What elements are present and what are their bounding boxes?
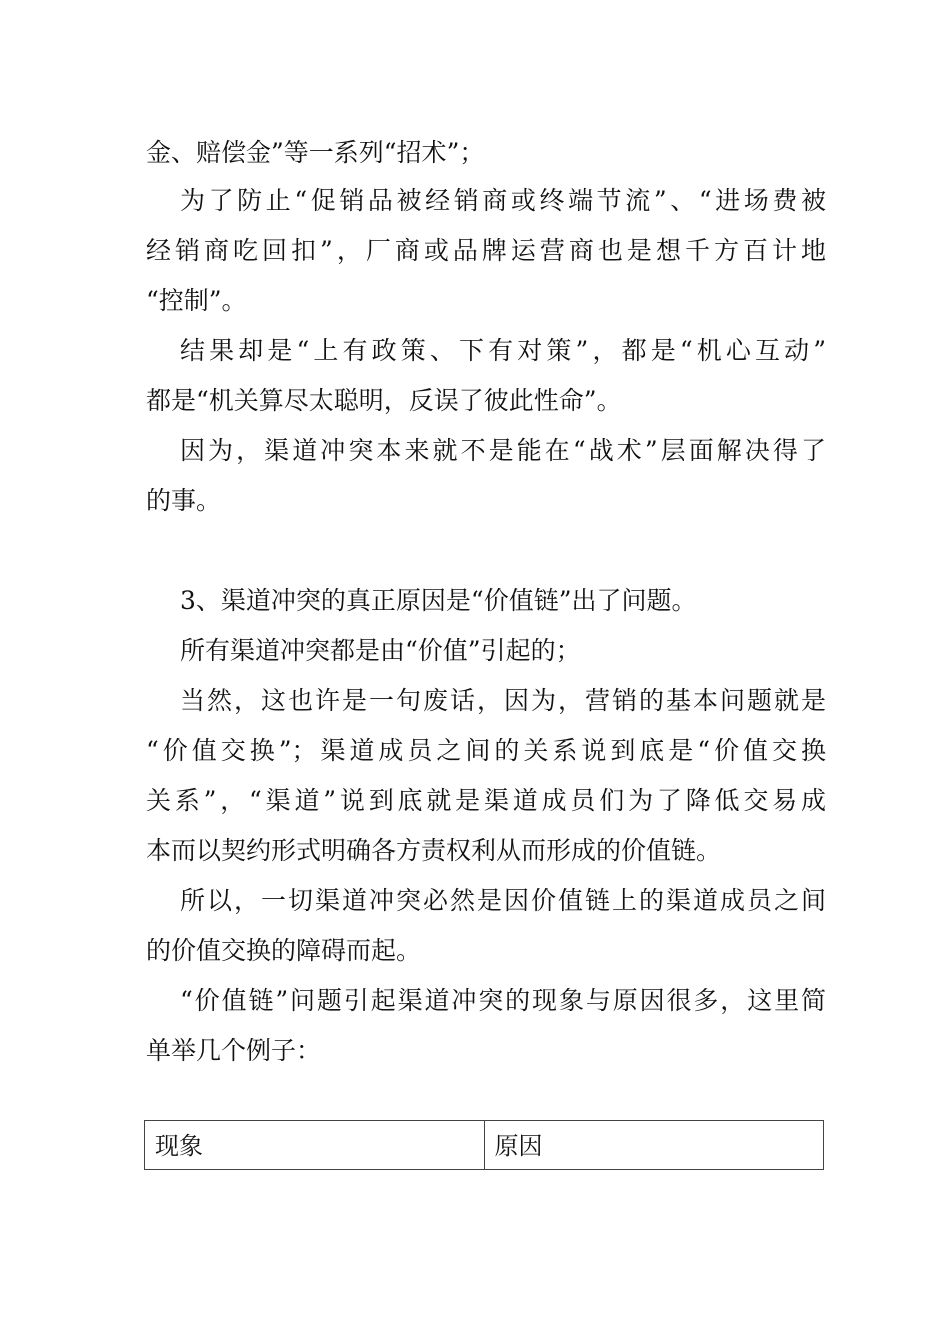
text-line: 的事。 [146,486,222,515]
text-line: 因为，渠道冲突本来就不是能在“战术”层面解决得了 [180,436,826,465]
text-line: 所有渠道冲突都是由“价值”引起的； [180,636,581,665]
text-line: 所以，一切渠道冲突必然是因价值链上的渠道成员之间 [180,886,826,915]
text-line: 关系”，“渠道”说到底就是渠道成员们为了降低交易成 [146,786,826,815]
text-line: 为了防止“促销品被经销商或终端节流”、“进场费被 [180,186,826,215]
text-line: 都是“机关算尽太聪明，反误了彼此性命”。 [146,386,622,415]
text-line: “控制”。 [146,286,247,315]
table-header-phenomenon: 现象 [155,1132,203,1160]
section-heading: 3、渠道冲突的真正原因是“价值链”出了问题。 [180,586,697,615]
text-line: “价值链”问题引起渠道冲突的现象与原因很多，这里简 [180,986,826,1015]
text-line: 结果却是“上有政策、下有对策”，都是“机心互动” [180,336,826,365]
table-header-cause: 原因 [484,1121,824,1169]
text-line: 本而以契约形式明确各方责权利从而形成的价值链。 [146,836,722,865]
text-line: “价值交换”；渠道成员之间的关系说到底是“价值交换 [146,736,826,765]
text-line: 金、赔偿金”等一系列“招术”； [146,138,485,167]
text-line: 的价值交换的障碍而起。 [146,936,422,965]
phenomenon-cause-table [144,1120,824,1170]
text-line: 单举几个例子： [146,1036,322,1065]
text-line: 经销商吃回扣”，厂商或品牌运营商也是想千方百计地 [146,236,826,265]
text-line: 当然，这也许是一句废话，因为，营销的基本问题就是 [180,686,826,715]
